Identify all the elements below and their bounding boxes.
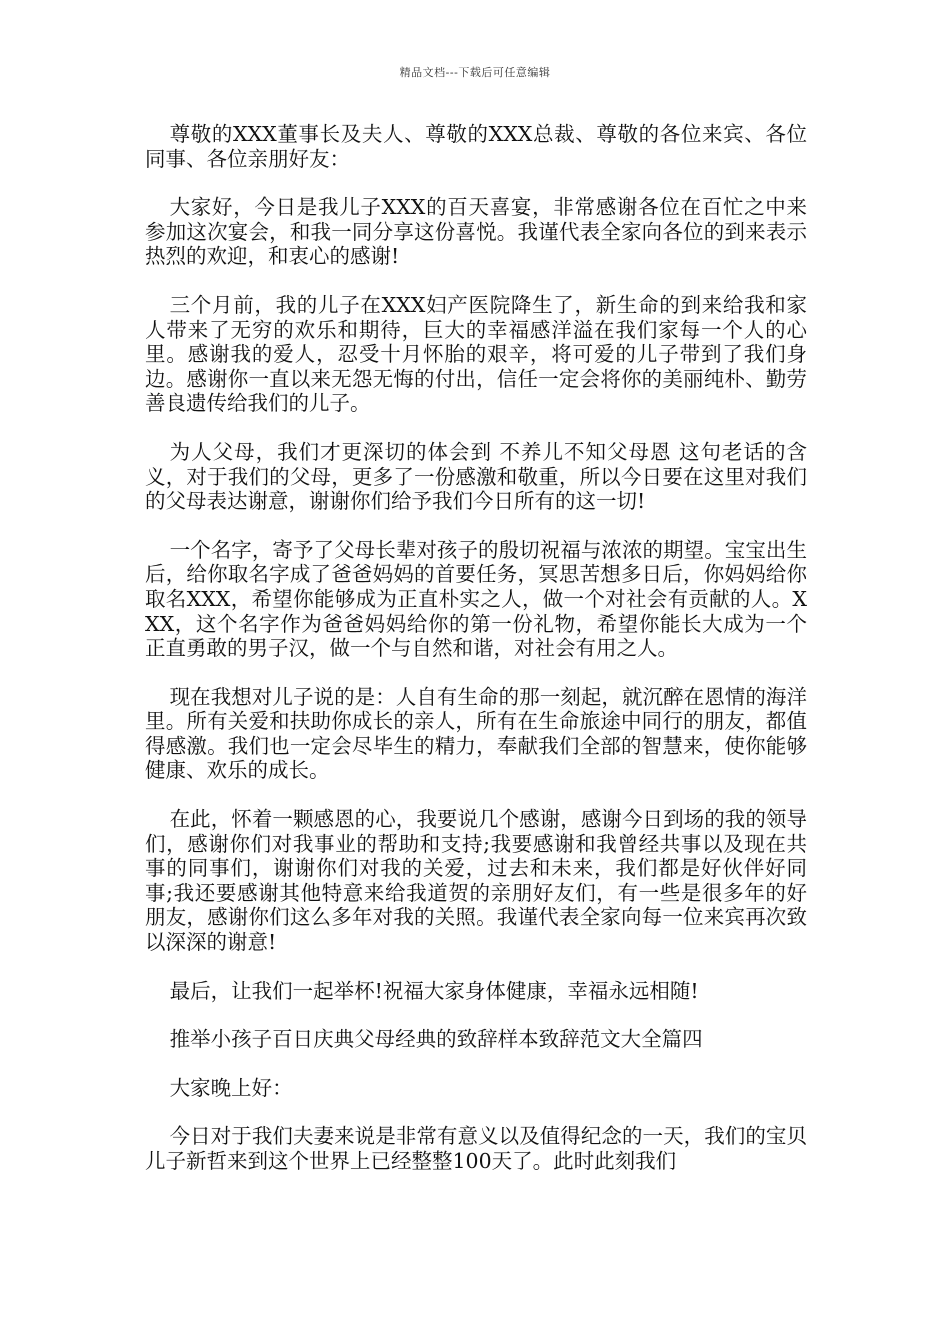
paragraph-name: 一个名字，寄予了父母长辈对孩子的殷切祝福与浓浓的期望。宝宝出生后，给你取名字成了爸爸妈妈的首要任务，冥思苦想多日后，你妈妈给你取名XXX，希望你能够成为正直朴实之人，做一个对社会有贡献的人。XXX，这个名字作为爸爸妈妈给你的第一份礼物，希望你能长大成为一个正直勇敢的男子汉，做一个与自然和谐，对社会有用之人。 (145, 537, 807, 661)
paragraph-to-son: 现在我想对儿子说的是：人自有生命的那一刻起，就沉醉在恩情的海洋里。所有关爱和扶助你成长的亲人，所有在生命旅途中同行的朋友，都值得感激。我们也一定会尽毕生的精力，奉献我们全部的智慧来，使你能够健康、欢乐的成长。 (145, 684, 807, 783)
document-header: 精品文档---下载后可任意编辑 (399, 66, 551, 79)
paragraph-greeting: 大家好，今日是我儿子XXX的百天喜宴，非常感谢各位在百忙之中来参加这次宴会，和我一同分享这份喜悦。我谨代表全家向各位的到来表示热烈的欢迎，和衷心的感谢! (145, 195, 807, 269)
paragraph-toast: 最后，让我们一起举杯!祝福大家身体健康，幸福永远相随! (169, 978, 699, 1003)
document-body (145, 122, 807, 1198)
section-title: 推举小孩子百日庆典父母经典的致辞样本致辞范文大全篇四 (169, 1027, 703, 1052)
paragraph-salutation: 尊敬的XXX董事长及夫人、尊敬的XXX总裁、尊敬的各位来宾、各位同事、各位亲朋好友： (145, 122, 807, 171)
paragraph-parents: 为人父母，我们才更深切的体会到 不养儿不知父母恩 这句老话的含义，对于我们的父母，更多了一份感激和敬重，所以今日要在这里对我们的父母表达谢意，谢谢你们给予我们今日所有的这一切! (145, 439, 807, 514)
paragraph-thanks: 在此，怀着一颗感恩的心，我要说几个感谢，感谢今日到场的我的领导们，感谢你们对我事业的帮助和支持;我要感谢和我曾经共事以及现在共事的同事们，谢谢你们对我的关爱，过去和未来，我们都是好伙伴好同事;我还要感谢其他特意来给我道贺的亲朋好友们，有一些是很多年的好朋友，感谢你们这么多年对我的关照。我谨代表全家向每一位来宾再次致以深深的谢意! (145, 807, 807, 955)
paragraph-evening-greeting: 大家晚上好： (169, 1075, 293, 1100)
paragraph-100-days: 今日对于我们夫妻来说是非常有意义以及值得纪念的一天，我们的宝贝儿子新哲来到这个世界上已经整整100天了。此时此刻我们 (145, 1124, 807, 1173)
paragraph-birth: 三个月前，我的儿子在XXX妇产医院降生了，新生命的到来给我和家人带来了无穷的欢乐和期待，巨大的幸福感洋溢在我们家每一个人的心里。感谢我的爱人，忍受十月怀胎的艰辛，将可爱的儿子带到了我们身边。感谢你一直以来无怨无悔的付出，信任一定会将你的美丽纯朴、勤劳善良遗传给我们的儿子。 (145, 292, 807, 416)
